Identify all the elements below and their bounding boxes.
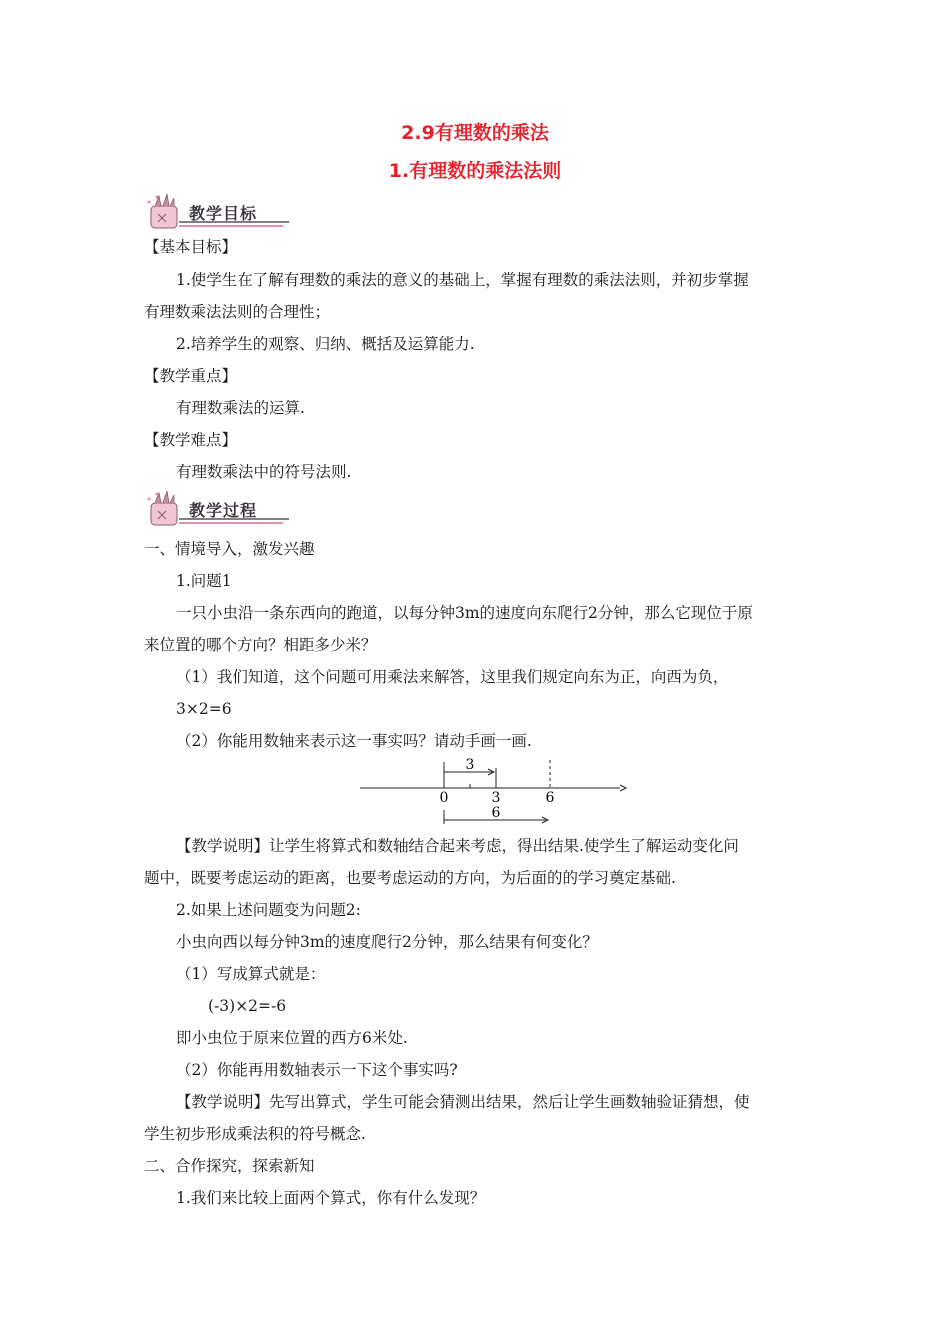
top-arrow-label: 3 [465,758,475,773]
axis-arrowhead [620,785,626,791]
objective-item-1-line-2: 有理数乘法法则的合理性； [144,303,331,321]
question-1-label: 1.问题1 [176,572,232,590]
question-1-line-1: 一只小虫沿一条东西向的跑道，以每分钟3m的速度向东爬行2分钟，那么它现位于原 [176,604,753,622]
focus-text: 有理数乘法的运算. [176,399,305,417]
objectives-banner [143,192,293,232]
question-2-sub-1: （1）写成算式就是： [176,965,326,983]
question-2-equation: (-3)×2=-6 [208,997,287,1015]
question-1-line-2: 来位置的哪个方向？相距多少米？ [144,636,377,654]
question-1-sub-2: （2）你能用数轴来表示这一事实吗？请动手画一画. [176,732,532,750]
page-subtitle: 1.有理数的乘法法则 [388,160,562,182]
question-2-label: 2.如果上述问题变为问题2: [176,901,361,919]
teaching-note-2-line-1: 【教学说明】先写出算式，学生可能会猜测出结果，然后让学生画数轴验证猜想，使 [176,1093,750,1111]
part-2-heading: 二、合作探究，探索新知 [144,1157,315,1175]
tick-label-6: 6 [545,790,555,806]
teaching-note-1-line-1: 【教学说明】让学生将算式和数轴结合起来考虑，得出结果.使学生了解运动变化问 [176,837,739,855]
difficulty-text: 有理数乘法中的符号法则. [176,463,352,481]
number-line-diagram [358,758,628,826]
question-1-sub-1: （1）我们知道，这个问题可用乘法来解答，这里我们规定向东为正，向西为负， [176,668,729,686]
question-1-equation: 3×2=6 [176,700,232,718]
basic-objective-heading: 【基本目标】 [144,238,238,256]
number-line-svg [358,758,628,826]
tick-label-0: 0 [439,790,449,806]
objectives-banner-label: 教学目标 [189,204,258,223]
process-banner [143,489,293,529]
teaching-note-1-line-2: 题中，既要考虑运动的距离，也要考虑运动的方向，为后面的的学习奠定基础. [144,869,676,887]
teaching-note-2-line-2: 学生初步形成乘法积的符号概念. [144,1125,366,1143]
question-2-sub-2: （2）你能再用数轴表示一下这个事实吗? [176,1061,458,1079]
objective-item-2: 2.培养学生的观察、归纳、概括及运算能力. [176,335,475,353]
objective-item-1-line-1: 1.使学生在了解有理数的乘法的意义的基础上，掌握有理数的乘法法则，并初步掌握 [176,271,749,289]
difficulty-heading: 【教学难点】 [144,431,238,449]
question-2-text: 小虫向西以每分钟3m的速度爬行2分钟，那么结果有何变化？ [176,933,598,951]
part-1-heading: 一、情境导入，激发兴趣 [144,540,315,558]
page-title: 2.9有理数的乘法 [401,122,549,144]
tick-label-3: 3 [491,790,501,806]
part-2-item-1: 1.我们来比较上面两个算式，你有什么发现？ [176,1189,486,1207]
question-2-result: 即小虫位于原来位置的西方6米处. [176,1029,408,1047]
process-banner-label: 教学过程 [189,501,258,520]
focus-heading: 【教学重点】 [144,367,238,385]
bottom-arrow-label: 6 [491,805,501,821]
